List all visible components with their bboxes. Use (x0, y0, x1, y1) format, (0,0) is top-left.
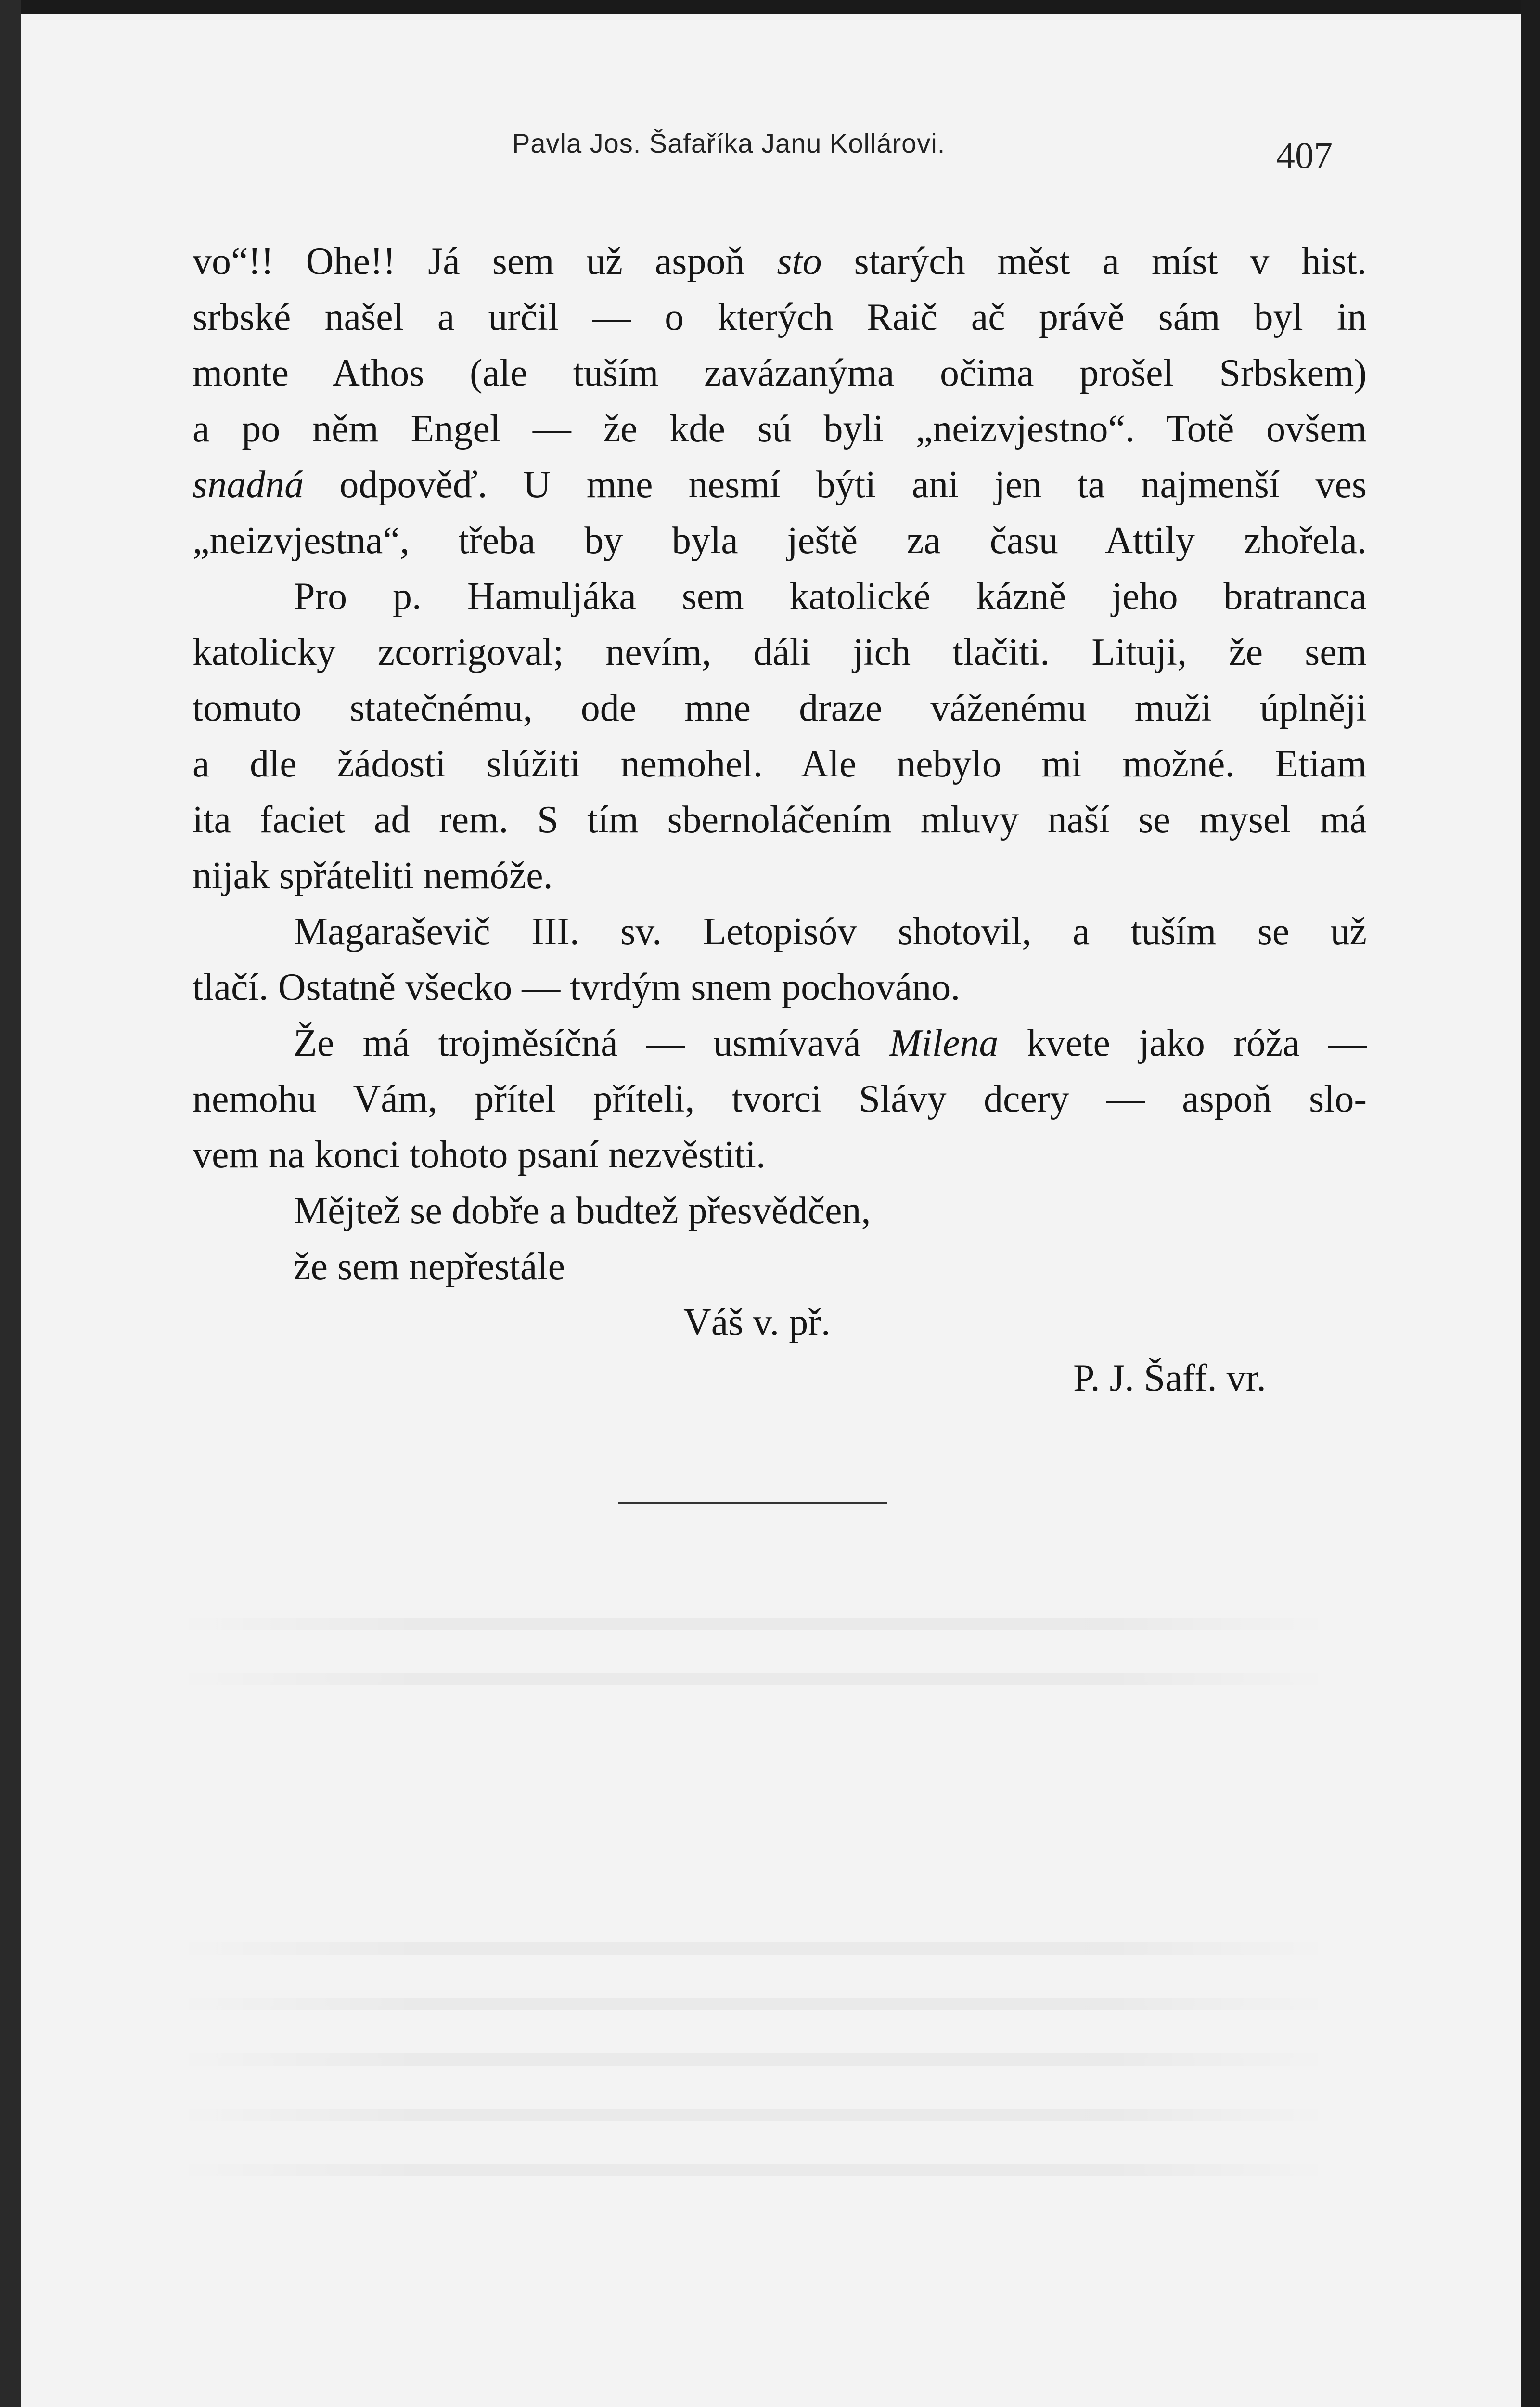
text-line-2: srbské našel a určil — o kterých Raič ač právě sám byl in (192, 296, 1367, 338)
scan-border-right (1521, 0, 1540, 2407)
bleed-through-shadow (175, 1618, 1330, 1630)
bleed-through-shadow (175, 1942, 1330, 1955)
book-page (21, 14, 1521, 2407)
text-line-9: tomuto statečnému, ode mne draze váženému muži úplněji (192, 687, 1367, 729)
closing-rule (618, 1502, 887, 1504)
bleed-through-shadow (175, 2109, 1330, 2121)
text-line-18: Mějtež se dobře a budtež přesvědčen, (294, 1190, 871, 1232)
text-line-16: nemohu Vám, přítel příteli, tvorci Slávy dcery — aspoň slo- (192, 1078, 1367, 1120)
text-line-1: vo“!! Ohe!! Já sem už aspoň sto starých měst a míst v hist. (192, 240, 1367, 283)
running-head: Pavla Jos. Šafaříka Janu Kollárovi. (512, 128, 946, 158)
text-line-14: tlačí. Ostatně všecko — tvrdým snem pochováno. (192, 966, 961, 1009)
text-line-13: Magaraševič III. sv. Letopisóv shotovil, a tuším se už (294, 910, 1367, 953)
text-line-6: „neizvjestna“, třeba by byla ještě za času Attily zhořela. (192, 519, 1367, 562)
italic-name: Milena (889, 1022, 999, 1064)
text-line-5: snadná odpověď. U mne nesmí býti ani jen ta najmenší ves (192, 464, 1367, 506)
text-line-19: že sem nepřestále (294, 1245, 565, 1288)
italic-word: sto (777, 240, 822, 283)
text-line-4: a po něm Engel — že kde sú byli „neizvjestno“. Totě ovšem (192, 408, 1367, 450)
closing-salutation: Váš v. př. (683, 1301, 831, 1344)
text-line-11: ita faciet ad rem. S tím sbernoláčením mluvy naší se mysel má (192, 799, 1367, 841)
bleed-through-shadow (175, 2053, 1330, 2066)
text-line-17: vem na konci tohoto psaní nezvěstiti. (192, 1134, 766, 1176)
text-line-7: Pro p. Hamuljáka sem katolické kázně jeho bratranca (294, 575, 1367, 618)
scan-border-top (0, 0, 1540, 14)
signature: P. J. Šaff. vr. (1073, 1357, 1266, 1399)
text-line-15: Že má trojměsíčná — usmívavá Milena kvete jako róža — (294, 1022, 1367, 1064)
bleed-through-shadow (175, 1998, 1330, 2010)
letter-body (192, 233, 1367, 1406)
scan-border-left (0, 0, 21, 2407)
text-line-3: monte Athos (ale tuším zavázanýma očima prošel Srbskem) (192, 352, 1367, 394)
text-line-12: nijak spřáteliti nemóže. (192, 854, 553, 897)
text-line-8: katolicky zcorrigoval; nevím, dáli jich tlačiti. Lituji, že sem (192, 631, 1367, 673)
italic-word: snadná (192, 464, 304, 506)
bleed-through-shadow (175, 2164, 1330, 2176)
bleed-through-shadow (175, 1673, 1330, 1685)
page-number: 407 (1276, 134, 1333, 176)
text-line-10: a dle žádosti slúžiti nemohel. Ale nebylo mi možné. Etiam (192, 743, 1367, 785)
